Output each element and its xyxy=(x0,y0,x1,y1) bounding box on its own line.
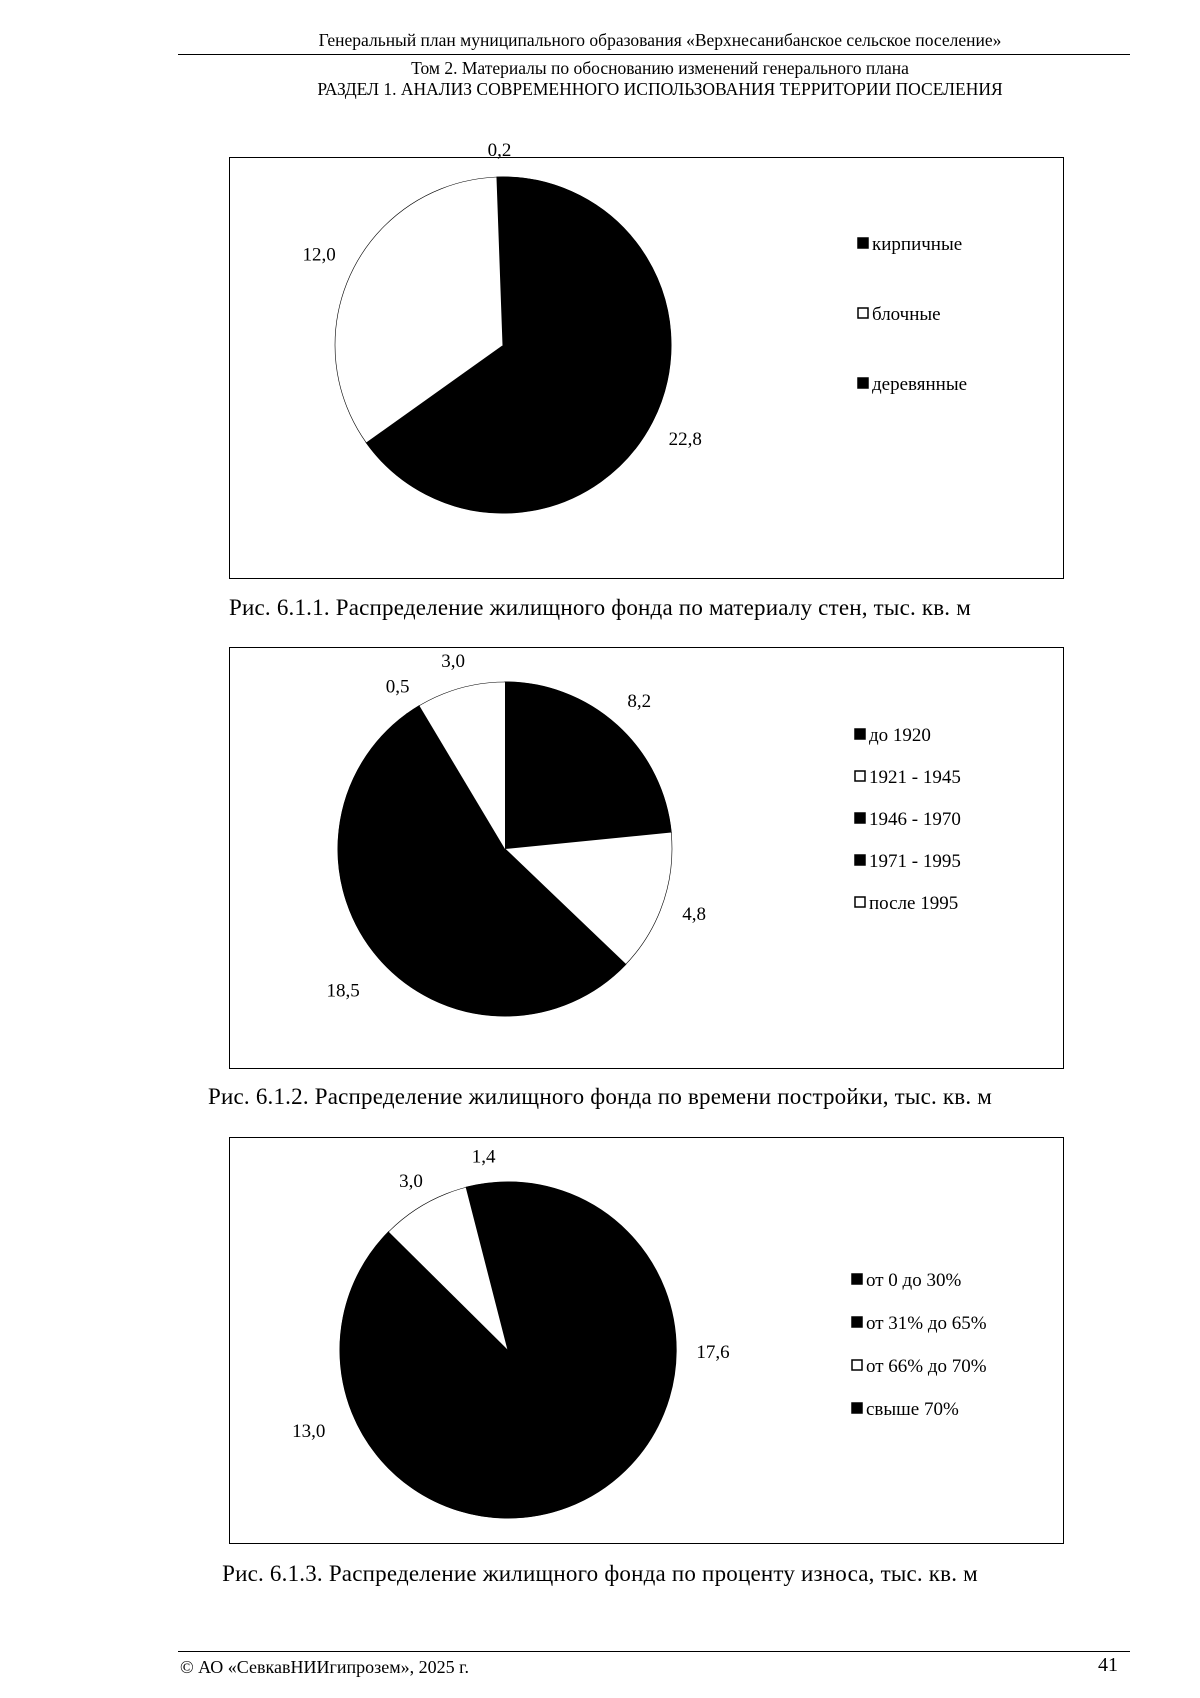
pie-chart-construction-period xyxy=(229,647,1064,1069)
legend-label: деревянные xyxy=(872,374,968,395)
pie-chart-wall-material-svg xyxy=(230,140,1065,580)
pie-value-label: 1,4 xyxy=(471,1146,496,1168)
legend-swatch xyxy=(858,378,868,388)
pie-value-label: 0,5 xyxy=(385,676,410,698)
legend-label: до 1920 xyxy=(869,725,931,746)
legend-label: блочные xyxy=(872,304,941,325)
legend-swatch xyxy=(855,897,865,907)
pie-value-label: 18,5 xyxy=(326,980,360,1002)
legend-swatch xyxy=(852,1360,862,1370)
header-document-title: Генеральный план муниципального образования «Верхнесанибанское сельское поселение» xyxy=(318,30,1002,50)
footer-divider xyxy=(178,1651,1130,1652)
pie-value-label: 12,0 xyxy=(302,244,336,266)
pie-chart-wear-percentage-svg xyxy=(230,1138,1065,1545)
legend-label: 1946 - 1970 xyxy=(869,809,961,830)
pie-chart-wall-material xyxy=(229,140,1064,579)
legend-swatch xyxy=(858,238,868,248)
page-number: 41 xyxy=(1098,1654,1118,1676)
legend-label: от 0 до 30% xyxy=(866,1270,962,1291)
legend-swatch xyxy=(855,855,865,865)
legend-label: от 66% до 70% xyxy=(866,1356,987,1377)
legend-label: свыше 70% xyxy=(866,1399,959,1420)
pie-value-label: 13,0 xyxy=(292,1420,326,1442)
legend-label: кирпичные xyxy=(872,234,963,255)
legend-swatch xyxy=(855,771,865,781)
legend-label: 1971 - 1995 xyxy=(869,851,961,872)
pie-value-label: 8,2 xyxy=(627,690,652,712)
legend-label: 1921 - 1945 xyxy=(869,767,961,788)
footer-copyright: © АО «СевкавНИИгипрозем», 2025 г. xyxy=(180,1657,469,1677)
figure-caption-wall-material: Рис. 6.1.1. Распределение жилищного фонда по материалу стен, тыс. кв. м xyxy=(229,595,971,620)
pie-value-label: 3,0 xyxy=(399,1170,423,1192)
legend-swatch xyxy=(855,813,865,823)
legend-swatch xyxy=(852,1403,862,1413)
header-divider xyxy=(178,54,1130,55)
legend-swatch xyxy=(858,308,868,318)
pie-value-label: 17,6 xyxy=(696,1341,730,1363)
legend-swatch xyxy=(852,1317,862,1327)
legend-label: после 1995 xyxy=(869,893,959,914)
figure-caption-construction-period: Рис. 6.1.2. Распределение жилищного фонда по времени постройки, тыс. кв. м xyxy=(208,1084,992,1109)
pie-value-label: 3,0 xyxy=(441,651,465,672)
legend-swatch xyxy=(855,729,865,739)
header-section-title: РАЗДЕЛ 1. АНАЛИЗ СОВРЕМЕННОГО ИСПОЛЬЗОВАНИЯ ТЕРРИТОРИИ ПОСЕЛЕНИЯ xyxy=(317,79,1003,99)
pie-chart-construction-period-svg xyxy=(230,648,1065,1070)
pie-slice-1 xyxy=(505,1182,676,1518)
header-volume-title: Том 2. Материалы по обоснованию изменений генерального плана xyxy=(411,58,909,78)
pie-value-label: 0,2 xyxy=(487,140,512,161)
pie-chart-wear-percentage xyxy=(229,1137,1064,1544)
legend-label: от 31% до 65% xyxy=(866,1313,987,1334)
figure-caption-wear-percentage: Рис. 6.1.3. Распределение жилищного фонда по проценту износа, тыс. кв. м xyxy=(222,1561,978,1586)
legend-swatch xyxy=(852,1274,862,1284)
pie-value-label: 4,8 xyxy=(682,904,706,926)
pie-value-label: 22,8 xyxy=(668,428,702,450)
